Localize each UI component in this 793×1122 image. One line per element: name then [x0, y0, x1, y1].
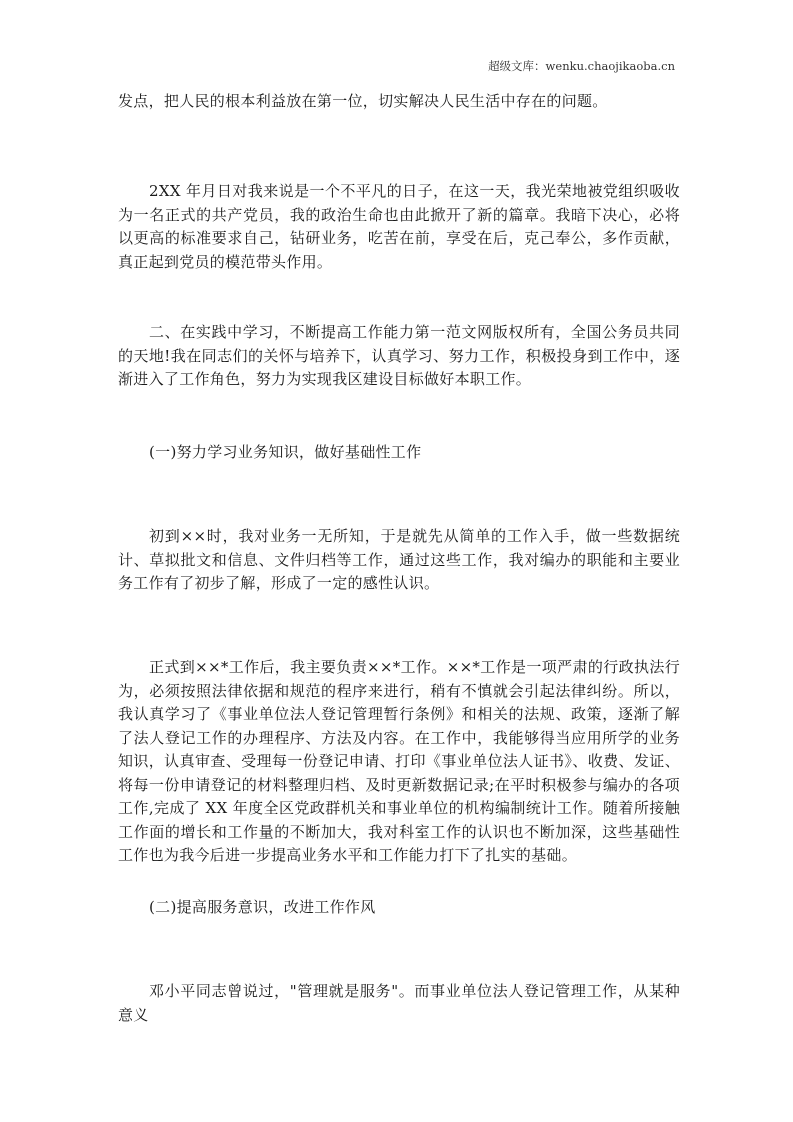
paragraph-deng-quote: 邓小平同志曾说过，"管理就是服务"。而事业单位法人登记管理工作，从某种意义 — [118, 982, 680, 1024]
paragraph-formal-work: 正式到××*工作后，我主要负责××*工作。××*工作是一项严肃的行政执法行为，必须按照法律依据和规范的程序来进行，稍有不慎就会引起法律纠纷。所以，我认真学习了《事业单位法人登记管理暂行条例》和相关的法规、政策，逐渐了解了法人登记工作的办理程序、方法及内容。在工作中，我能够得当应用所学的业务知识，认真审查、受理每一份登记申请、打印《事业单位法人证书》、收费、发证、将每一份申请登记的材料整理归档、及时更新数据记录;在平时积极参与编办的各项工作,完成了 XX 年度全区党政群机关和事业单位的机构编制统计工作。随着所接触工作面的增长和工作量的不断加大，我对科室工作的认识也不断加深，这些基础性工作也为我今后进一步提高业务水平和工作能力打下了扎实的基础。 — [118, 658, 680, 864]
paragraph-continuation: 发点，把人民的根本利益放在第一位，切实解决人民生活中存在的问题。 — [118, 92, 608, 110]
paragraph-initial-work: 初到××时，我对业务一无所知，于是就先从简单的工作入手，做一些数据统计、草拟批文和信息、文件归档等工作，通过这些工作，我对编办的职能和主要业务工作有了初步了解，形成了一定的感性认识。 — [118, 527, 680, 592]
site-header: 超级文库：wenku.chaojikaoba.cn — [488, 59, 675, 73]
section-heading-practice-learning: 二、在实践中学习，不断提高工作能力第一范文网版权所有，全国公务员共同的天地!我在同志们的关怀与培养下，认真学习、努力工作，积极投身到工作中，逐渐进入了工作角色，努力为实现我区建设目标做好本职工作。 — [118, 323, 680, 388]
subheading-business-knowledge: (一)努力学习业务知识，做好基础性工作 — [149, 443, 422, 461]
subheading-service-awareness: (二)提高服务意识，改进工作作风 — [149, 898, 376, 916]
paragraph-party-membership: 2XX 年月日对我来说是一个不平凡的日子，在这一天，我光荣地被党组织吸收为一名正式的共产党员，我的政治生命也由此掀开了新的篇章。我暗下决心，必将以更高的标准要求自己，钻研业务，吃苦在前，享受在后，克己奉公，多作贡献，真正起到党员的模范带头作用。 — [118, 182, 680, 271]
